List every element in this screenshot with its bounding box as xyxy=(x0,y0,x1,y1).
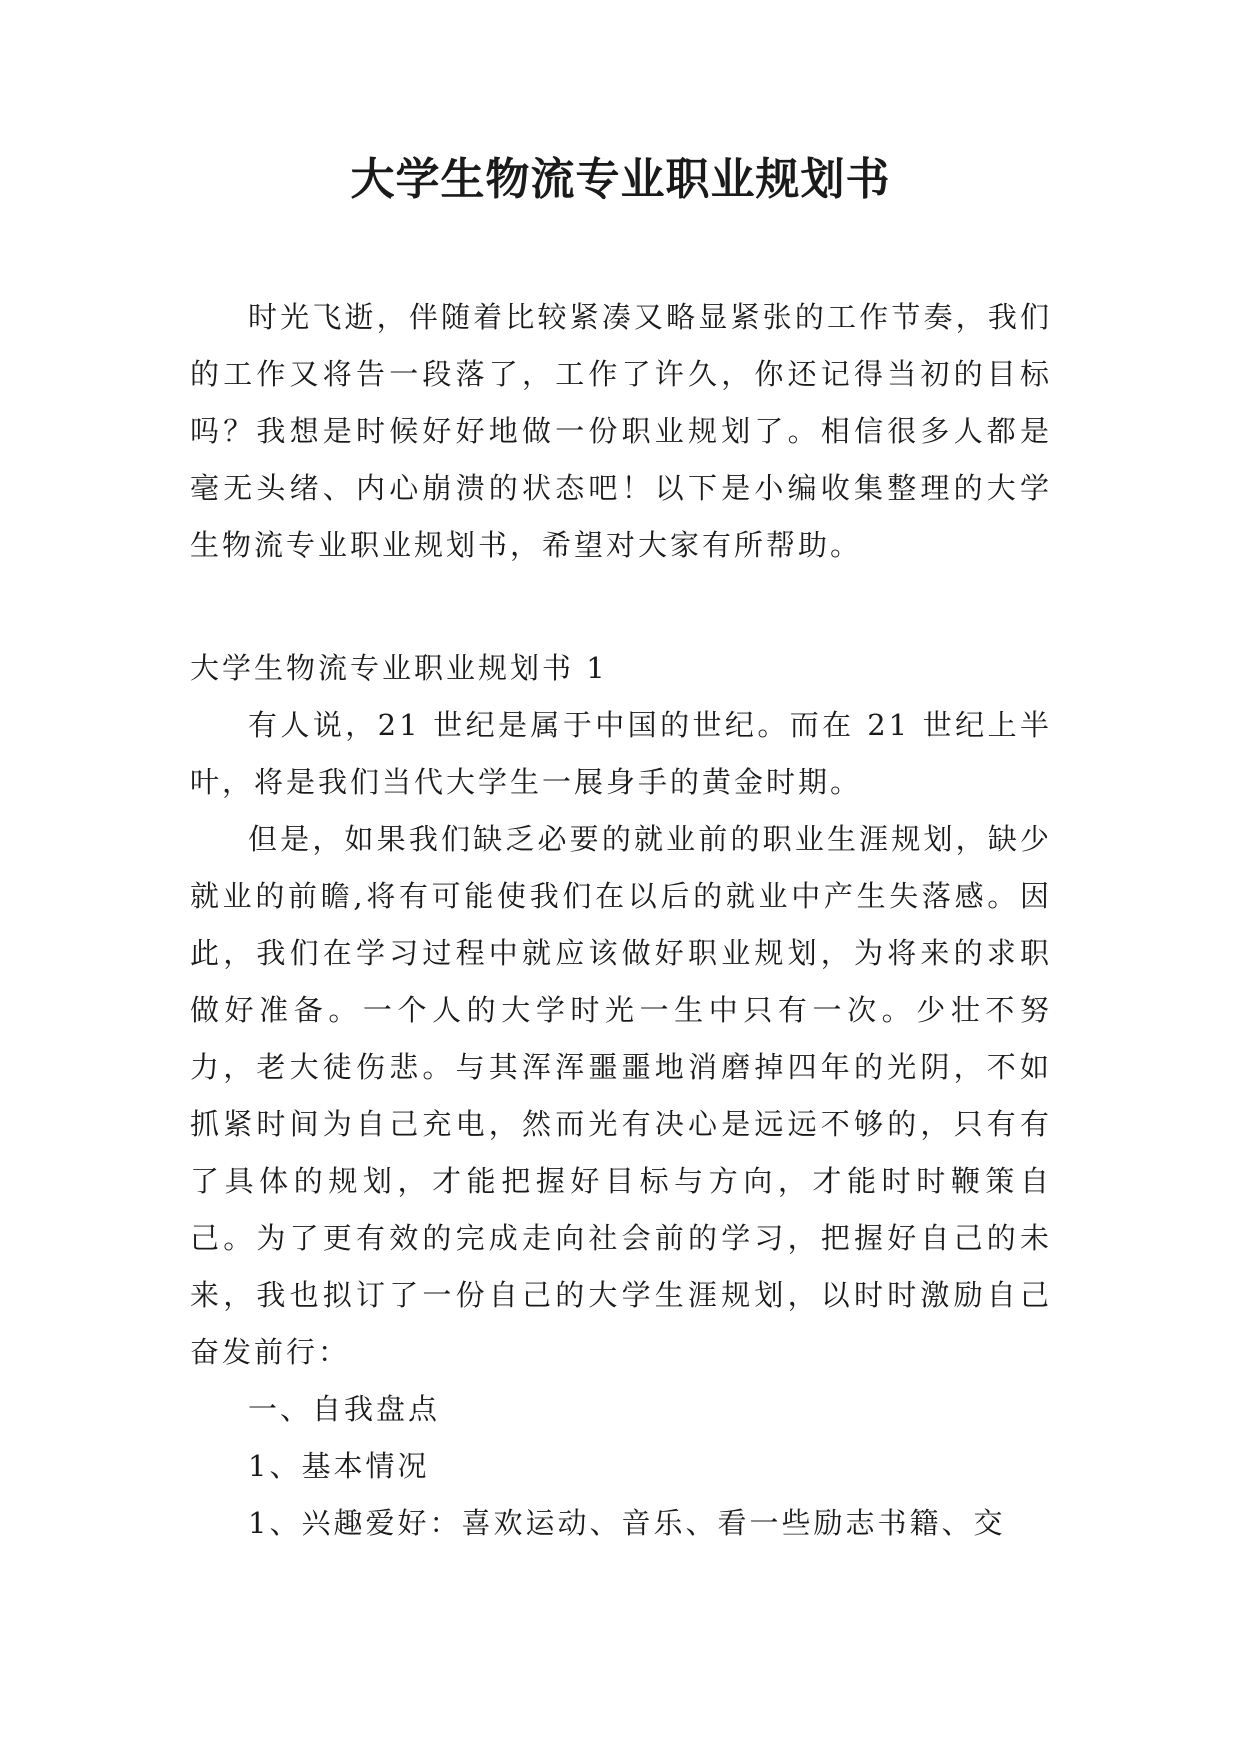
body-paragraph: 但是，如果我们缺乏必要的就业前的职业生涯规划，缺少就业的前瞻,将有可能使我们在以后的就业中产生失落感。因此，我们在学习过程中就应该做好职业规划，为将来的求职做好准备。一个人的大学时光一生中只有一次。少壮不努力，老大徒伤悲。与其浑浑噩噩地消磨掉四年的光阴，不如抓紧时间为自己充电，然而光有决心是远远不够的，只有有了具体的规划，才能把握好目标与方向，才能时时鞭策自己。为了更有效的完成走向社会前的学习，把握好自己的未来，我也拟订了一份自己的大学生涯规划，以时时激励自己奋发前行： xyxy=(190,822,1052,1369)
subheading-self-assessment: 一、自我盘点 xyxy=(248,1392,441,1426)
intro-paragraph: 时光飞逝，伴随着比较紧凑又略显紧张的工作节奏，我们的工作又将告一段落了，工作了许久，你还记得当初的目标吗？我想是时候好好地做一份职业规划了。相信很多人都是毫无头绪、内心崩溃的状态吧！以下是小编收集整理的大学生物流专业职业规划书，希望对大家有所帮助。 xyxy=(190,300,1052,562)
body-paragraph: 1、兴趣爱好：喜欢运动、音乐、看一些励志书籍、交 xyxy=(248,1506,1006,1540)
document-title: 大学生物流专业职业规划书 xyxy=(350,154,891,205)
section-block xyxy=(190,640,1052,1552)
subheading-basic-info: 1、基本情况 xyxy=(248,1449,430,1483)
section-heading: 大学生物流专业职业规划书 1 xyxy=(190,651,608,685)
body-paragraph: 有人说，21 世纪是属于中国的世纪。而在 21 世纪上半叶，将是我们当代大学生一展身手的黄金时期。 xyxy=(190,708,1052,799)
intro-block xyxy=(190,289,1052,574)
